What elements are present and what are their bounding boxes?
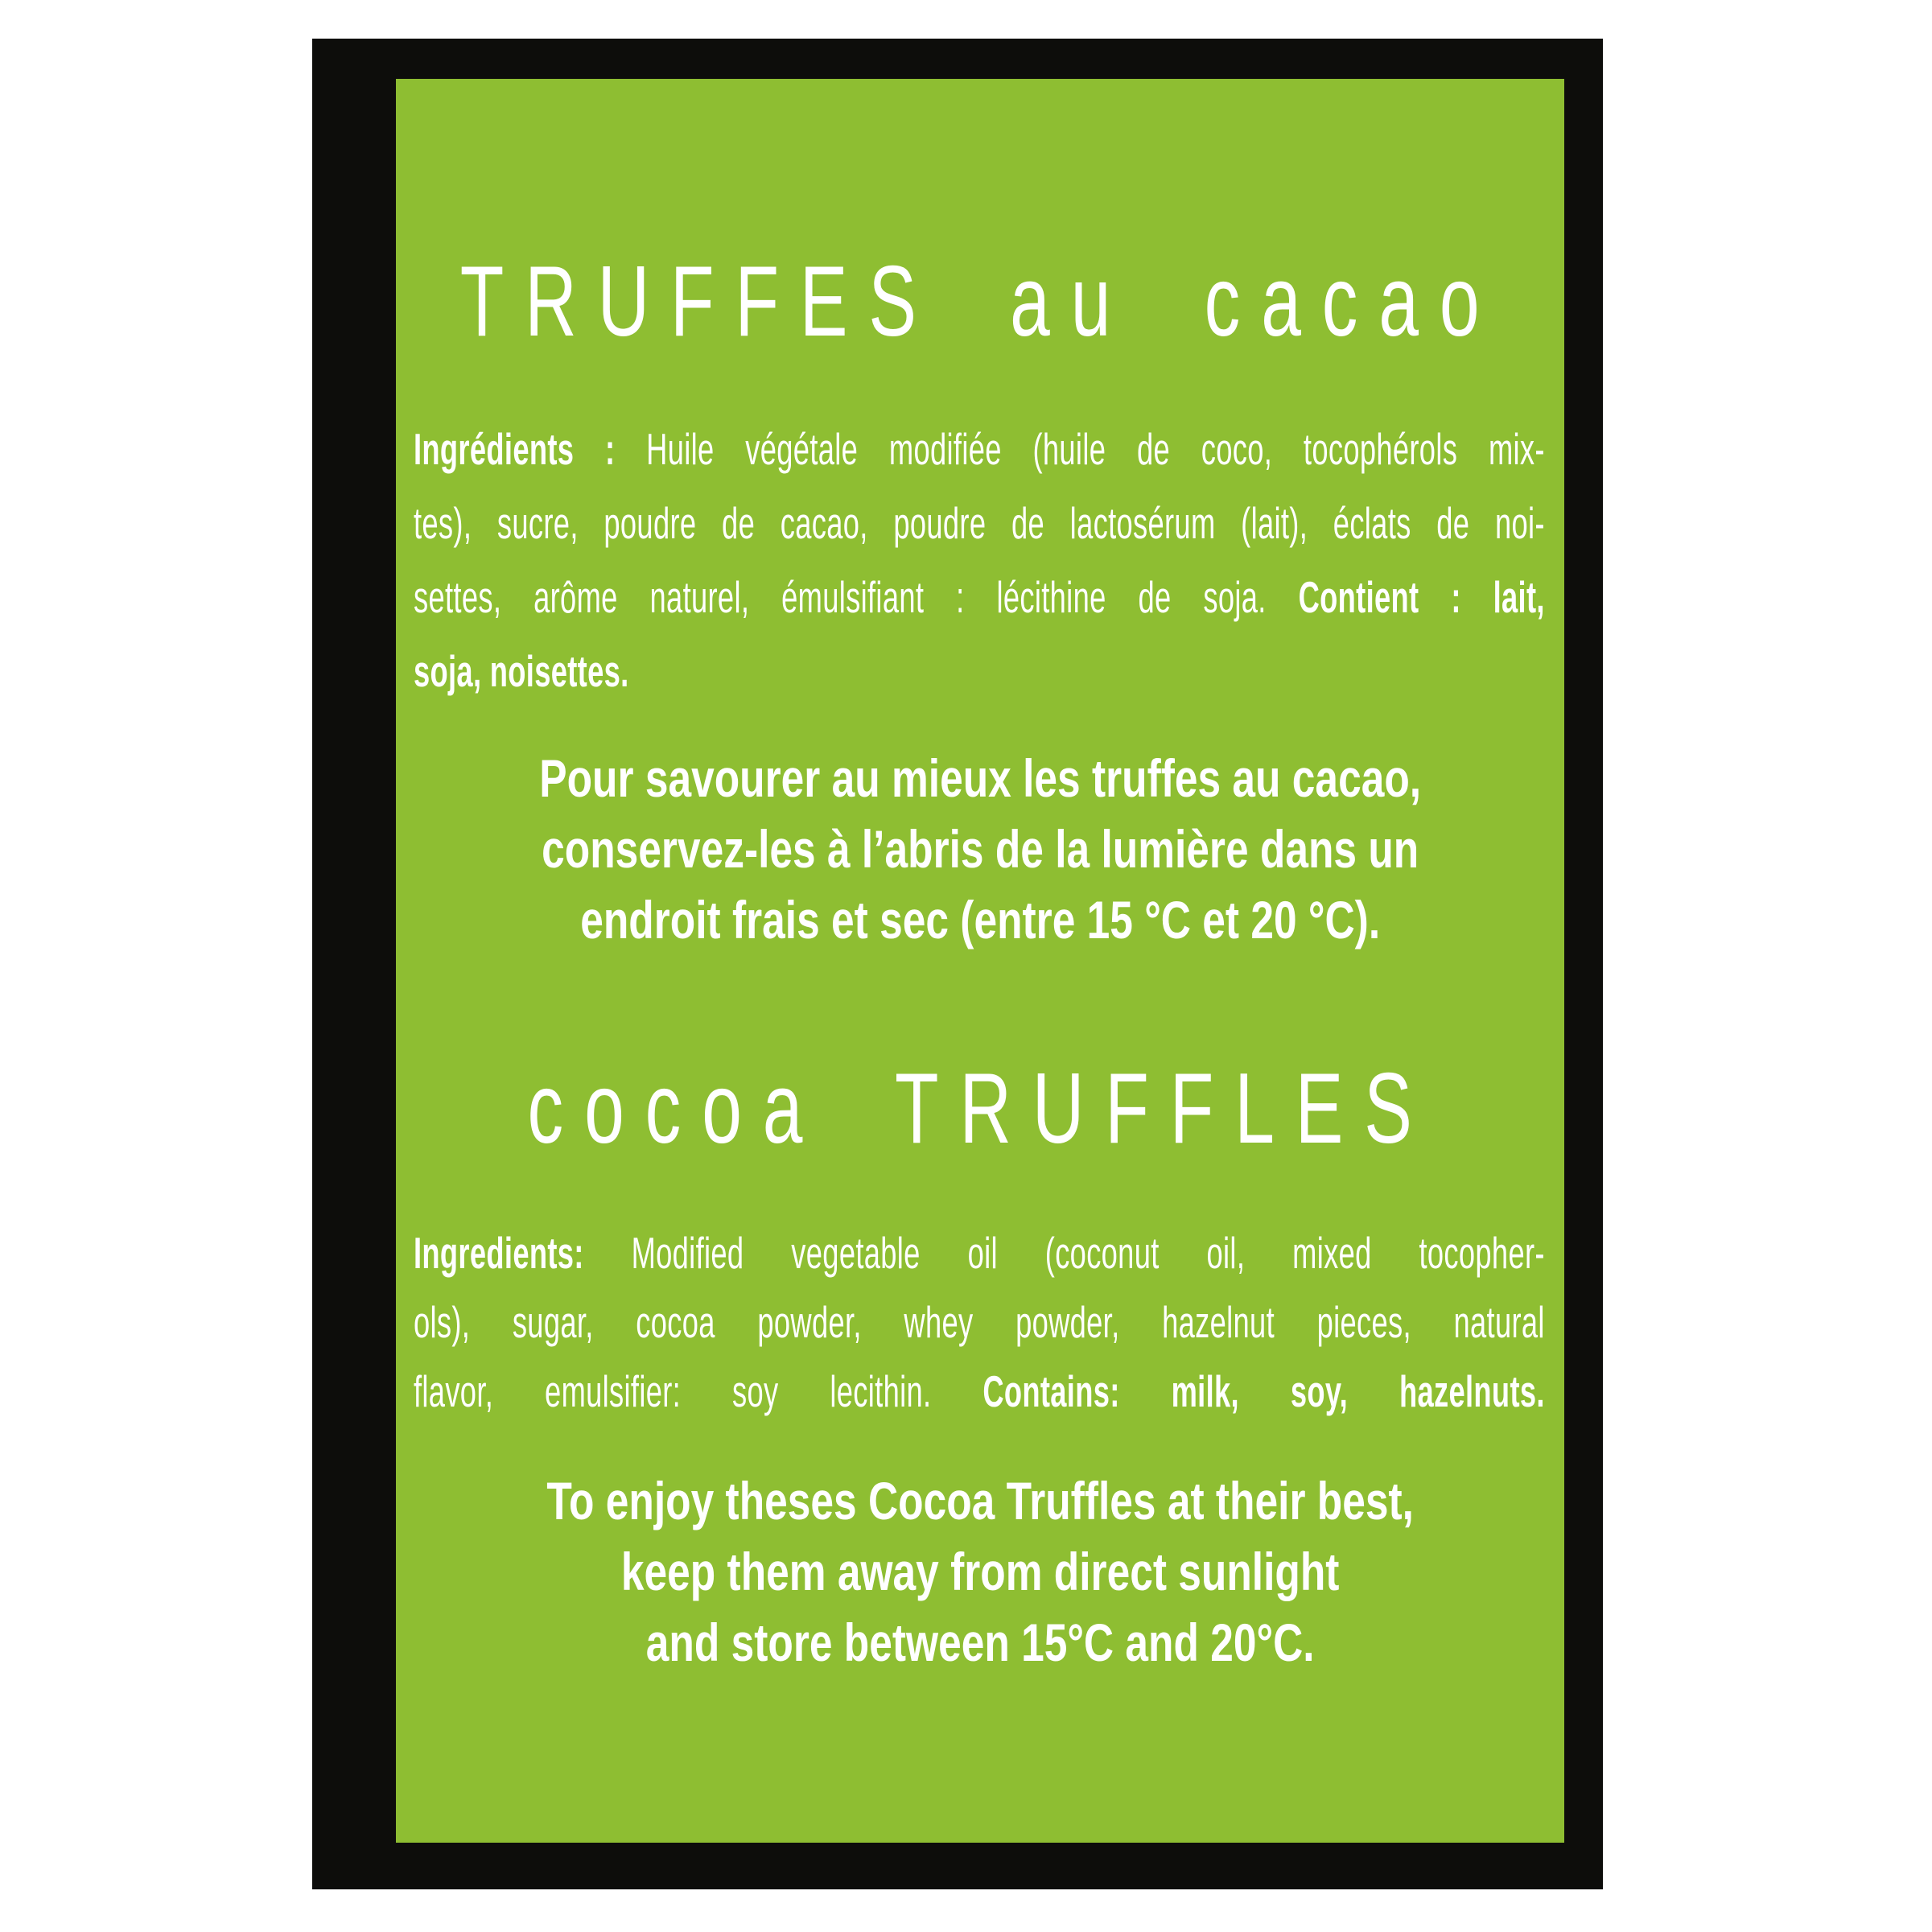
ingredient-line: [414, 560, 1545, 634]
ingredient-text: flavor, emulsifier: soy lecithin.: [414, 1366, 983, 1416]
french-ingredients-label: Ingrédients :: [414, 424, 647, 474]
ingredient-line: [414, 634, 1545, 708]
ingredient-line: [414, 1287, 1545, 1357]
french-ingredients-paragraph: [414, 412, 1545, 708]
english-storage-note: [396, 1465, 1564, 1678]
french-allergen-statement: soja, noisettes.: [414, 646, 629, 696]
english-allergen-statement: Contains: milk, soy, hazelnuts.: [982, 1366, 1545, 1416]
ingredient-line: [414, 1357, 1545, 1426]
ingredient-text: Modified vegetable oil (coconut oil, mixed tocopher-: [631, 1228, 1545, 1278]
storage-line: keep them away from direct sunlight: [620, 1542, 1340, 1601]
french-product-title: TRUFFES au cacao: [459, 246, 1501, 357]
storage-line: and store between 15°C and 20°C.: [645, 1613, 1315, 1672]
black-box-frame: [312, 39, 1603, 1889]
storage-line: conservez-les à l’abris de la lumière dans un: [542, 819, 1419, 879]
storage-line: endroit frais et sec (entre 15 °C et 20 °C).: [580, 890, 1381, 950]
ingredient-text: tes), sucre, poudre de cacao, poudre de lactosérum (lait), éclats de noi-: [414, 498, 1545, 548]
green-label-panel: [396, 79, 1564, 1843]
ingredient-line: [414, 1218, 1545, 1287]
ingredient-text: ols), sugar, cocoa powder, whey powder, hazelnut pieces, natural: [414, 1297, 1545, 1347]
english-product-title: cocoa TRUFFLES: [527, 1053, 1433, 1164]
ingredient-text: Huile végétale modifiée (huile de coco, tocophérols mix-: [646, 424, 1545, 474]
french-storage-note: [396, 743, 1564, 955]
ingredient-line: [414, 412, 1545, 486]
ingredient-text: settes, arôme naturel, émulsifiant : lécithine de soja.: [414, 572, 1299, 622]
english-ingredients-paragraph: [414, 1218, 1545, 1426]
storage-line: Pour savourer au mieux les truffes au cacao,: [539, 748, 1422, 808]
ingredient-line: [414, 486, 1545, 560]
english-ingredients-label: Ingredients:: [414, 1228, 632, 1278]
storage-line: To enjoy theses Cocoa Truffles at their best,: [546, 1471, 1414, 1530]
french-allergen-statement: Contient : lait,: [1298, 572, 1545, 622]
